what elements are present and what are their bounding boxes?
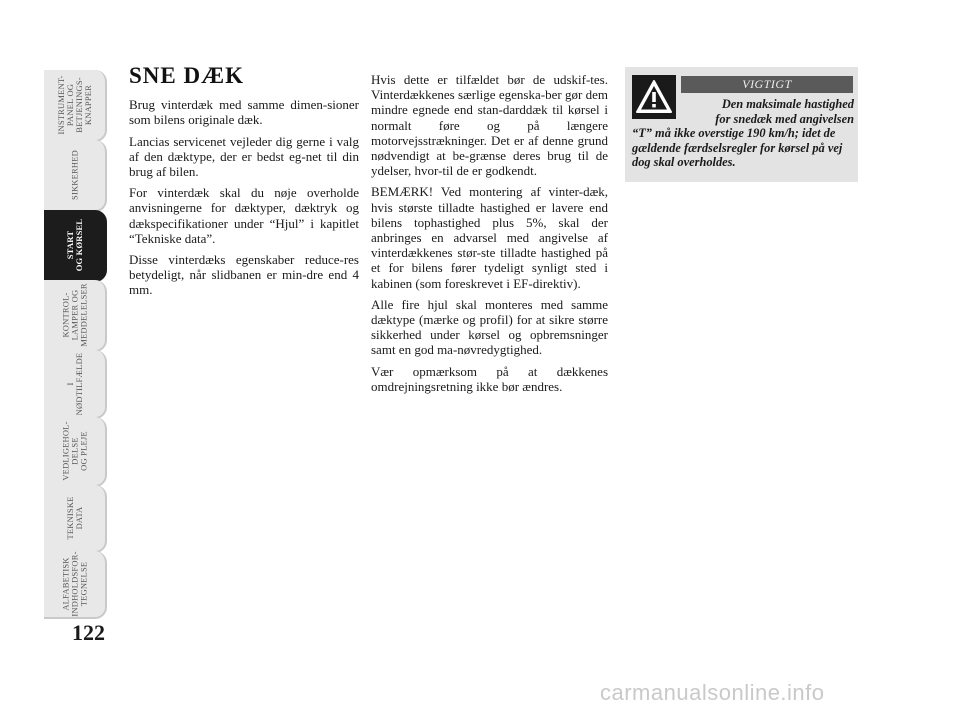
paragraph: Vær opmærksom på at dækkenes omdrejningsretning ikke bør ændres.: [371, 363, 608, 394]
tab-sikkerhed[interactable]: [44, 140, 107, 212]
paragraph: Brug vinterdæk med samme dimen-sioner som bilens originale dæk.: [129, 97, 359, 128]
tab-vedligeholdelse[interactable]: [44, 417, 107, 487]
paragraph: BEMÆRK! Ved montering af vinter-dæk, hvis største tilladte hastighed er lavere end bilens tophastighed plus 5%, skal der anbringes en advarsel med angivelse af vinterdækkenes stør-ste tilladte hastighed på et for bilens fører tydeligt synligt sted i kabinen (som foreskrevet i EF-direktiv).: [371, 184, 608, 291]
watermark: carmanualsonline.info: [600, 680, 825, 705]
tab-label: TEKNISKE DATA: [64, 496, 84, 540]
tab-label: I NØDTILFÆLDE: [64, 352, 84, 415]
paragraph: Alle fire hjul skal monteres med samme dæktype (mærke og profil) for at sikre større sikkerhed under kørsel og opbremsninger samt en god ma-nøvredygtighed.: [371, 296, 608, 358]
tab-label: INSTRUMENT- PANEL OG BETJENINGS- KNAPPER: [55, 75, 93, 135]
tab-kontrollamper[interactable]: [44, 280, 107, 352]
tab-tekniske-data[interactable]: [44, 485, 107, 553]
section-heading: SNE DÆK: [129, 63, 244, 88]
warning-text: [632, 97, 854, 170]
warning-text-line: for snedæk med angivelsen: [715, 111, 854, 126]
warning-text-line: Den maksimale hastighed: [721, 97, 854, 111]
tab-label: START OG KØRSEL: [64, 218, 84, 272]
tab-label: KONTROL- LAMPER OG MEDDELELSER: [60, 283, 88, 347]
tab-label: SIKKERHED: [69, 150, 79, 200]
paragraph: Disse vinterdæks egenskaber reduce-res betydeligt, når slidbanen er min-dre end 4 mm.: [129, 252, 359, 298]
paragraph: Hvis dette er tilfældet bør de udskif-tes. Vinterdækkenes særlige egenska-ber gør dem mindre egnede end stan-darddæk til kørsel i normalt føre og på længere motorvejsstrækninger. Det er af denne grund nødvendigt at be-grænse deres brug til de ydelser, hvor-til de er godkendt.: [371, 72, 608, 179]
tab-i-noedtilfaelde[interactable]: [44, 350, 107, 419]
tab-label: VEDLIGEHOL- DELSE OG PLEJE: [60, 421, 88, 481]
tab-start-og-koersel[interactable]: [44, 210, 107, 282]
paragraph: For vinterdæk skal du nøje overholde anvisningerne for dæktyper, dæktryk og dækspecifikationer under “Hjul” i kapitlet “Tekniske data”.: [129, 185, 359, 246]
warning-text-body: “T” må ikke overstige 190 km/h; idet de gældende færdselsregler for kørsel på vej dog skal overholdes.: [632, 126, 843, 170]
tab-label: ALFABETISK INDHOLDSFOR- TEGNELSE: [60, 551, 88, 617]
text-column-middle: [371, 72, 608, 400]
tab-alfabetisk-indholdsfortegnelse[interactable]: [44, 551, 107, 619]
warning-title: VIGTIGT: [681, 76, 853, 93]
tab-instrumentpanel[interactable]: [44, 70, 107, 142]
paragraph: Lancias servicenet vejleder dig gerne i valg af den dæktype, der er bedst eg-net til din brug af bilen.: [129, 133, 359, 180]
page-number: 122: [72, 620, 105, 645]
text-column-left: [129, 60, 359, 304]
